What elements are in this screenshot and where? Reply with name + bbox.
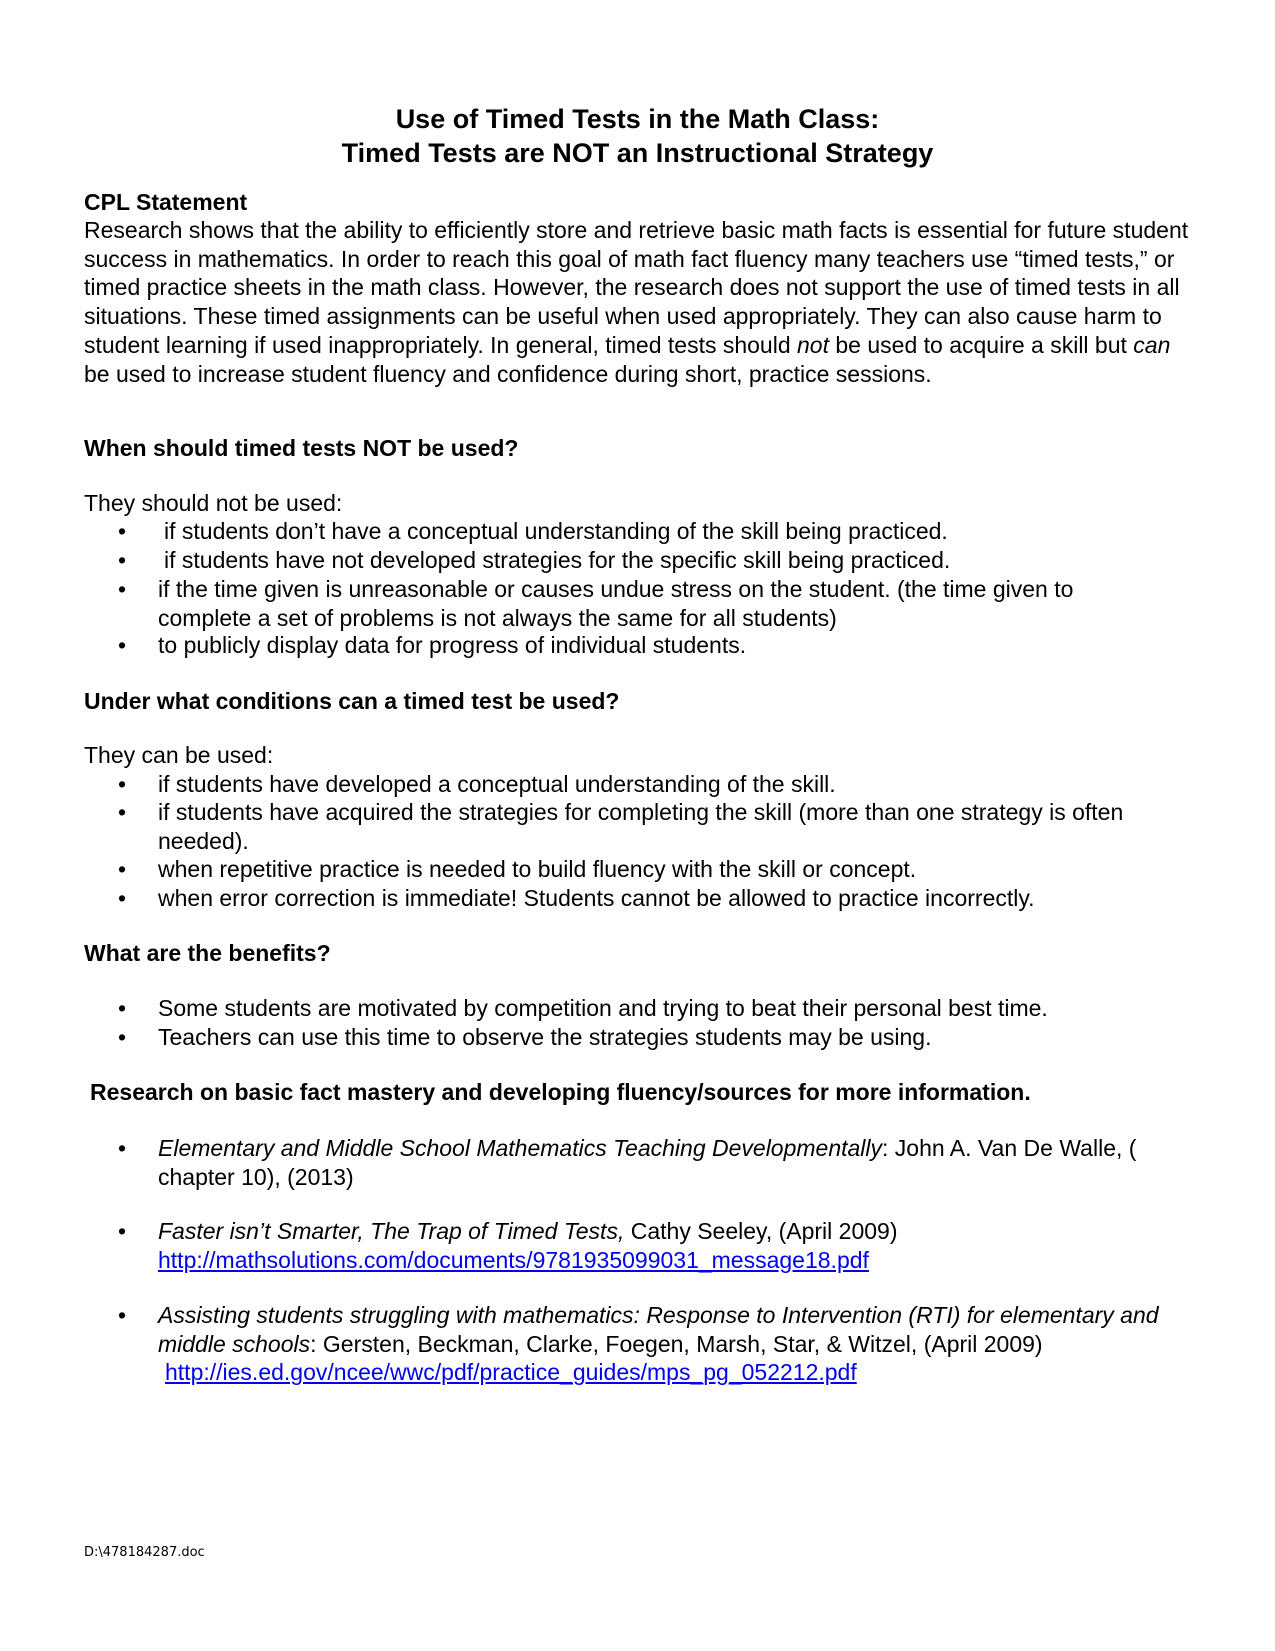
title-line-2: Timed Tests are NOT an Instructional Strategy	[341, 138, 934, 168]
bullet-icon: •	[118, 1135, 127, 1161]
list-item-text: if students have acquired the strategies for completing the skill (more than one strategy is often needed).	[158, 799, 1124, 854]
list-item	[118, 770, 1168, 799]
cpl-not-emph: not	[797, 331, 829, 358]
list-item-text: Teachers can use this time to observe the strategies students may be using.	[158, 1024, 932, 1050]
bullet-icon: •	[118, 995, 127, 1021]
bullet-icon: •	[118, 799, 127, 825]
bullet-icon: •	[118, 576, 127, 602]
cpl-can-emph: can	[1133, 331, 1171, 358]
cpl-paragraph	[84, 216, 1194, 388]
list-item-text: when error correction is immediate! Students cannot be allowed to practice incorrectly.	[158, 885, 1035, 911]
reference-details: Cathy Seeley, (April 2009)	[624, 1218, 898, 1244]
bullet-icon: •	[118, 1024, 127, 1050]
file-path-footer: D:\478184287.doc	[84, 1545, 205, 1560]
can-used-intro: They can be used:	[84, 742, 274, 768]
list-item	[118, 798, 1168, 855]
list-item	[118, 631, 1168, 660]
reference-title: Faster isn’t Smarter, The Trap of Timed Tests,	[158, 1218, 625, 1244]
bullet-icon: •	[118, 632, 127, 658]
bullet-icon: •	[118, 771, 127, 797]
research-heading: Research on basic fact mastery and developing fluency/sources for more information.	[90, 1079, 1031, 1105]
list-item-text: if students have developed a conceptual understanding of the skill.	[158, 771, 836, 797]
title-line-1: Use of Timed Tests in the Math Class:	[395, 104, 880, 134]
list-item	[118, 884, 1168, 913]
list-item	[118, 575, 1168, 632]
list-item-text: if students have not developed strategies for the specific skill being practiced.	[164, 547, 951, 573]
list-item-text: if the time given is unreasonable or causes undue stress on the student. (the time given to complete a set of problems is not always the same for all students)	[158, 576, 1074, 631]
cpl-text-2b: be used to acquire a skill but	[829, 331, 1134, 358]
reference-item	[118, 1217, 1168, 1274]
cpl-text-2c: be used to increase student fluency and confidence during short, practice sessions.	[84, 360, 932, 387]
list-item-text: Some students are motivated by competition and trying to beat their personal best time.	[158, 995, 1048, 1021]
reference-title: Assisting students struggling with mathematics: Response to Intervention (RTI) for elementary and middle schools	[158, 1302, 1159, 1357]
bullet-icon: •	[118, 856, 127, 882]
not-used-heading: When should timed tests NOT be used?	[84, 435, 519, 461]
list-item	[118, 546, 1168, 575]
not-used-intro: They should not be used:	[84, 490, 343, 516]
cpl-heading: CPL Statement	[84, 189, 248, 215]
list-item-text: to publicly display data for progress of individual students.	[158, 632, 747, 658]
cpl-text-2a: In general, timed tests should	[490, 331, 798, 358]
cpl-text-1: Research shows that the ability to efficiently store and retrieve basic math facts is essential for future student success in mathematics. In order to reach this goal of math fact fluency many teachers use “timed tests,” or timed practice sheets in the math class. However, the research does not support the use of timed tests in all situations. These timed assignments can be useful when used appropriately. They can also cause harm to student learning if used inappropriately.	[84, 217, 1189, 358]
list-item	[118, 517, 1168, 546]
list-item	[118, 994, 1168, 1023]
reference-title: Elementary and Middle School Mathematics Teaching Developmentally	[158, 1135, 883, 1161]
benefits-heading: What are the benefits?	[84, 940, 331, 966]
reference-item	[118, 1134, 1168, 1191]
bullet-icon: •	[118, 518, 127, 544]
list-item-text: when repetitive practice is needed to build fluency with the skill or concept.	[158, 856, 917, 882]
reference-details: : Gersten, Beckman, Clarke, Foegen, Marsh, Star, & Witzel, (April 2009)	[310, 1330, 1043, 1357]
reference-details: : John A. Van De Walle, ( chapter 10), (2013)	[158, 1135, 1137, 1190]
list-item	[118, 1023, 1168, 1052]
can-used-heading: Under what conditions can a timed test be used?	[84, 688, 620, 714]
bullet-icon: •	[118, 885, 127, 911]
bullet-icon: •	[118, 1302, 127, 1328]
reference-link[interactable]: http://mathsolutions.com/documents/9781935099031_message18.pdf	[158, 1246, 869, 1273]
bullet-icon: •	[118, 1218, 127, 1244]
reference-item	[118, 1301, 1168, 1387]
list-item	[118, 855, 1168, 884]
list-item-text: if students don’t have a conceptual understanding of the skill being practiced.	[164, 518, 948, 544]
bullet-icon: •	[118, 547, 127, 573]
reference-link[interactable]: http://ies.ed.gov/ncee/wwc/pdf/practice_guides/mps_pg_052212.pdf	[165, 1359, 857, 1386]
